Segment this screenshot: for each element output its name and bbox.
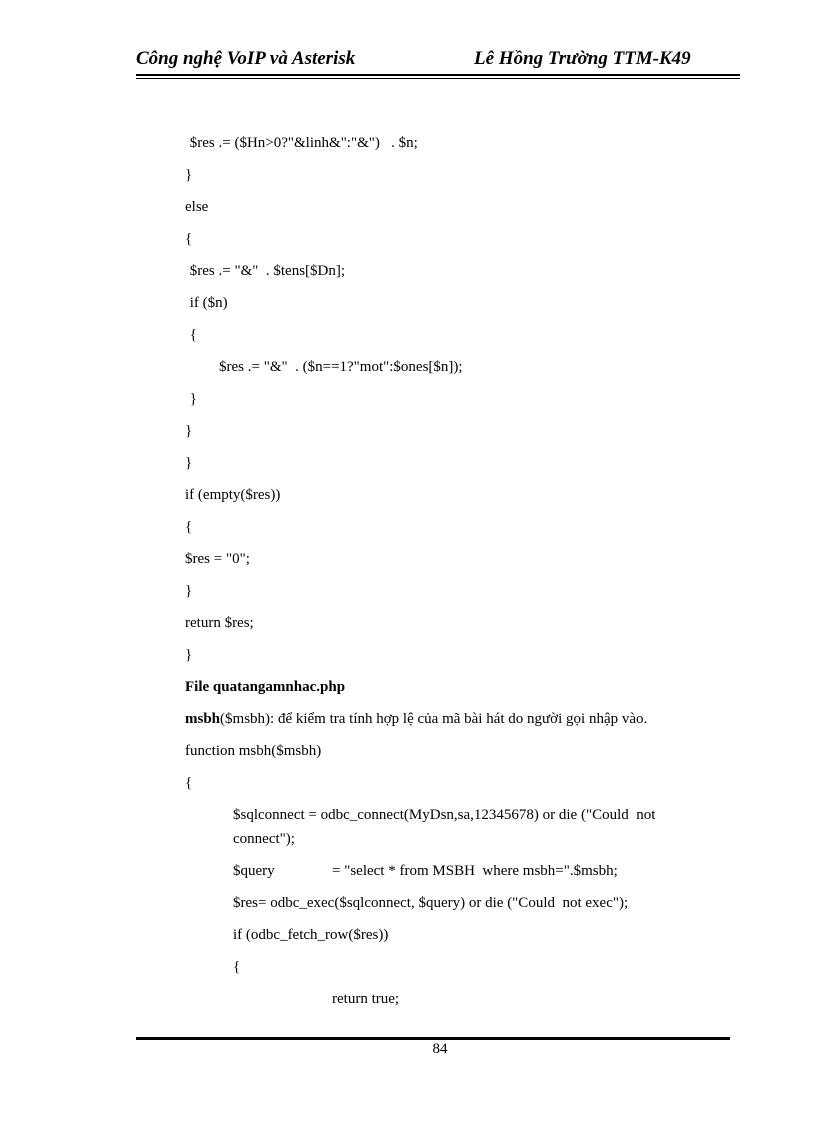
header-left-title: Công nghệ VoIP và Asterisk: [136, 48, 356, 69]
code-line: if (empty($res)): [185, 487, 281, 503]
code-line: }: [185, 455, 193, 471]
footer-rule: [136, 1037, 730, 1040]
code-line: {: [185, 519, 193, 535]
code-line: $query: [233, 863, 275, 879]
code-line: {: [185, 231, 193, 247]
code-line: = "select * from MSBH where msbh=".$msbh;: [332, 863, 618, 879]
code-line: if ($n): [186, 295, 228, 311]
code-line: }: [185, 647, 193, 663]
header-right-author: Lê Hồng Trường TTM-K49: [474, 48, 691, 69]
code-line: $res .= "&" . $tens[$Dn];: [186, 263, 346, 279]
code-line: function msbh($msbh): [185, 743, 322, 759]
code-line: }: [185, 583, 193, 599]
msbh-description-text: ($msbh): để kiểm tra tính hợp lệ của mã bài hát do người gọi nhập vào.: [220, 711, 648, 727]
msbh-function-name: msbh: [185, 711, 221, 727]
code-line: {: [186, 327, 197, 343]
code-line: }: [185, 167, 193, 183]
code-line: $res .= ($Hn>0?"&linh&":"&") . $n;: [186, 135, 418, 151]
code-line: else: [185, 199, 209, 215]
header-rule-thin: [136, 78, 740, 79]
code-line: $res = "0";: [185, 551, 250, 567]
header-rule-thick: [136, 74, 740, 76]
file-heading: File quatangamnhac.php: [185, 679, 346, 695]
code-line: return true;: [332, 991, 400, 1007]
code-line: if (odbc_fetch_row($res)): [233, 927, 389, 943]
code-line: {: [185, 775, 193, 791]
code-line: }: [186, 391, 197, 407]
code-line: }: [185, 423, 193, 439]
code-line: $res .= "&" . ($n==1?"mot":$ones[$n]);: [204, 359, 463, 375]
code-line: {: [233, 959, 241, 975]
code-line: return $res;: [185, 615, 254, 631]
msbh-description: [185, 710, 647, 728]
code-line: $res= odbc_exec($sqlconnect, $query) or die ("Could not exec");: [233, 895, 629, 911]
page-number: 84: [432, 1041, 448, 1057]
code-line: $sqlconnect = odbc_connect(MyDsn,sa,12345678) or die ("Could not: [233, 807, 656, 823]
code-line: connect");: [233, 831, 295, 847]
